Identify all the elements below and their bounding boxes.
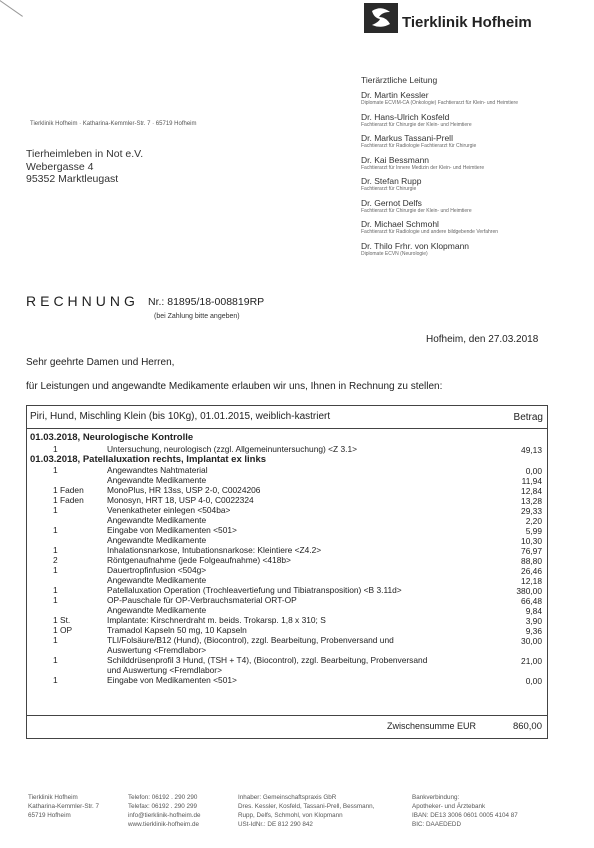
footer-line: Apotheker- und Ärztebank <box>412 803 486 810</box>
table-row <box>27 495 547 505</box>
staff-doctor <box>361 133 591 150</box>
clinic-name: Tierklinik Hofheim <box>402 14 532 31</box>
table-row <box>27 555 547 565</box>
row-description: Angewandte Medikamente <box>107 575 207 585</box>
staff-doctor <box>361 241 591 258</box>
footer-address <box>28 793 99 820</box>
staff-doctor <box>361 176 591 193</box>
footer-line: info@tierklinik-hofheim.de <box>128 812 201 819</box>
row-quantity: 1 <box>53 595 58 605</box>
doctor-name: Dr. Martin Kessler <box>361 90 429 100</box>
table-row <box>27 525 547 535</box>
row-quantity: 1 <box>53 655 58 665</box>
row-description: Dauertropfinfusion <504g> <box>107 565 207 575</box>
doctor-name: Dr. Thilo Frhr. von Klopmann <box>361 240 470 251</box>
intro-text: für Leistungen und angewandte Medikamente erlauben wir uns, Ihnen in Rechnung zu stellen: <box>26 381 443 392</box>
doctor-title: Diplomate ECVN (Neurologie) <box>361 250 428 257</box>
recipient-city: 95352 Marktleugast <box>26 173 119 185</box>
footer-line: Telefax: 06192 . 290 299 <box>128 803 197 810</box>
doctor-title: Fachtierarzt für Radiologie und andere bildgebende Verfahren <box>361 229 499 235</box>
row-description: Röntgenaufnahme (jede Folgeaufnahme) <418b> <box>107 555 291 565</box>
doctor-title: Fachtierarzt für Radiologie Fachtierarzt für Chirurgie <box>361 143 477 149</box>
row-amount: 12,84 <box>521 486 542 496</box>
subtotal-row <box>27 715 547 738</box>
footer-line: Telefon: 06192 . 290 290 <box>128 794 198 801</box>
doctor-name: Dr. Markus Tassani-Prell <box>361 133 453 143</box>
subtotal-label: Zwischensumme EUR <box>387 721 477 731</box>
row-description: Implantate: Kirschnerdraht m. beids. Trokarsp. 1,8 x 310; S <box>107 615 326 625</box>
footer-contact <box>128 793 201 829</box>
doctor-name: Dr. Michael Schmohl <box>361 219 439 229</box>
staff-list <box>361 75 591 262</box>
footer-line: IBAN: DE13 3006 0601 0005 4104 87 <box>412 812 518 819</box>
row-amount: 12,18 <box>521 576 542 586</box>
row-quantity: 1 Faden <box>53 485 84 495</box>
table-row <box>27 655 547 675</box>
staff-doctor <box>361 112 591 129</box>
row-quantity: 1 <box>53 565 58 575</box>
row-amount: 10,30 <box>521 536 542 546</box>
table-row <box>27 545 547 555</box>
row-quantity: 1 <box>53 585 58 595</box>
footer-line: Tierklinik Hofheim <box>28 794 78 801</box>
row-amount: 11,94 <box>521 476 542 486</box>
row-description: Tramadol Kapseln 50 mg, 10 Kapseln <box>107 625 247 635</box>
table-row <box>27 465 547 475</box>
row-description: TLI/Folsäure/B12 (Hund), (Biocontrol), zzgl. Bearbeitung, Probenversand und Auswertung <Fremdlabor> <box>107 635 394 655</box>
table-row <box>27 615 547 625</box>
table-header <box>27 406 547 429</box>
row-amount: 9,84 <box>525 606 542 616</box>
recipient-street: Webergasse 4 <box>26 160 94 173</box>
row-description: Angewandte Medikamente <box>107 475 207 485</box>
section-heading: 01.03.2018, Patellaluxation rechts, Implantat ex links <box>30 453 267 465</box>
row-amount: 2,20 <box>525 516 542 526</box>
table-row <box>27 485 547 495</box>
table-row <box>27 585 547 595</box>
table-row <box>27 515 547 525</box>
invoice-number-note: (bei Zahlung bitte angeben) <box>154 313 240 320</box>
doctor-title: Fachtierarzt für Chirurgie der Klein- und Heimtiere <box>361 207 472 214</box>
row-description: Monosyn, HRT 18, USP 4-0, C0022324 <box>107 495 254 505</box>
doctor-name: Dr. Gernot Delfs <box>361 197 422 208</box>
doctor-name: Dr. Stefan Rupp <box>361 176 422 186</box>
recipient-address <box>26 148 143 186</box>
row-quantity: 1 <box>53 675 58 685</box>
staff-doctor <box>361 219 591 236</box>
table-row <box>27 505 547 515</box>
sender-line: Tierklinik Hofheim · Katharina-Kemmler-Str. 7 · 65719 Hofheim <box>30 121 197 127</box>
table-row <box>27 635 547 655</box>
row-quantity: 1 <box>53 443 58 454</box>
row-quantity: 1 <box>53 525 58 535</box>
row-quantity: 1 Faden <box>53 495 84 505</box>
row-description: Angewandtes Nahtmaterial <box>107 465 208 475</box>
doctor-title: Diplomate ECVIM-CA (Onkologie) Fachtierarzt für Klein- und Heimtiere <box>361 100 518 106</box>
footer-bank <box>412 793 518 829</box>
footer-owner <box>238 793 374 829</box>
footer-line: Rupp, Delfs, Schmohl, von Klopmann <box>238 812 343 819</box>
row-quantity: 1 <box>53 465 58 475</box>
footer-line: Inhaber: Gemeinschaftspraxis GbR <box>238 794 337 801</box>
doctor-title: Fachtierarzt für Chirurgie <box>361 186 417 192</box>
row-amount: 30,00 <box>521 636 542 646</box>
row-description: Angewandte Medikamente <box>107 605 207 615</box>
staff-doctor <box>361 155 591 172</box>
row-amount: 380,00 <box>516 586 542 596</box>
footer-line: Bankverbindung: <box>412 794 460 801</box>
row-description: Untersuchung, neurologisch (zzgl. Allgemeinuntersuchung) <Z 3.1> <box>107 443 357 454</box>
staff-doctor <box>361 198 591 215</box>
table-row <box>27 595 547 605</box>
doctor-title: Fachtierarzt für Innere Medizin der Klein- und Heimtiere <box>361 164 485 171</box>
row-description: Angewandte Medikamente <box>107 535 207 545</box>
table-row <box>27 565 547 575</box>
row-amount: 88,80 <box>521 556 542 566</box>
table-body <box>27 432 547 685</box>
row-amount: 29,33 <box>521 506 542 516</box>
row-description: Patellaluxation Operation (Trochleavertiefung und Tibiatransposition) <B 3.11d> <box>107 585 402 595</box>
row-amount: 49,13 <box>521 444 542 455</box>
row-description: Inhalationsnarkose, Intubationsnarkose: Kleintiere <Z4.2> <box>107 545 322 555</box>
section-heading: 01.03.2018, Neurologische Kontrolle <box>30 432 194 443</box>
row-quantity: 1 <box>53 545 58 555</box>
row-description: Venenkatheter einlegen <504ba> <box>107 505 231 515</box>
footer-line: 65719 Hofheim <box>28 812 71 819</box>
table-row <box>27 675 547 685</box>
row-description: OP-Pauschale für OP-Verbrauchsmaterial ORT-OP <box>107 595 297 605</box>
row-amount: 13,28 <box>521 496 542 506</box>
invoice-date: Hofheim, den 27.03.2018 <box>426 334 539 345</box>
clinic-logo-icon <box>364 3 398 33</box>
row-description: Eingabe von Medikamenten <501> <box>107 525 237 535</box>
greeting: Sehr geehrte Damen und Herren, <box>26 357 175 368</box>
staff-heading: Tierärztliche Leitung <box>361 75 438 85</box>
row-amount: 9,36 <box>525 626 542 636</box>
invoice-table <box>26 405 548 739</box>
amount-column-header: Betrag <box>513 412 543 423</box>
doctor-name: Dr. Hans-Ulrich Kosfeld <box>361 111 450 122</box>
row-quantity: 1 <box>53 505 58 515</box>
recipient-name: Tierheimleben in Not e.V. <box>26 148 144 160</box>
row-description: MonoPlus, HR 13ss, USP 2-0, C0024206 <box>107 485 261 495</box>
row-amount: 21,00 <box>521 656 542 666</box>
footer-line: BIC: DAAEDEDD <box>412 821 461 828</box>
row-amount: 76,97 <box>521 546 542 556</box>
doctor-name: Dr. Kai Bessmann <box>361 154 430 165</box>
table-row <box>27 575 547 585</box>
row-amount: 5,99 <box>525 526 542 536</box>
footer-line: www.tierklinik-hofheim.de <box>128 821 200 828</box>
row-amount: 3,90 <box>525 616 542 626</box>
footer-line: Katharina-Kemmler-Str. 7 <box>28 803 100 810</box>
footer-line: Dres. Kessler, Kosfeld, Tassani-Prell, Bessmann, <box>238 803 375 810</box>
table-row <box>27 605 547 615</box>
row-quantity: 1 St. <box>53 615 71 625</box>
table-row <box>27 444 547 454</box>
footer-line: USt-IdNr.: DE 812 290 842 <box>238 821 313 828</box>
invoice-title: RECHNUNG <box>26 293 139 309</box>
row-description: Eingabe von Medikamenten <501> <box>107 675 237 685</box>
row-amount: 0,00 <box>525 466 542 476</box>
row-quantity: 2 <box>53 555 58 565</box>
staff-doctor <box>361 90 591 107</box>
row-quantity: 1 OP <box>53 625 73 635</box>
row-amount: 66,48 <box>521 596 542 606</box>
table-row <box>27 475 547 485</box>
table-row <box>27 625 547 635</box>
row-quantity: 1 <box>53 635 58 645</box>
doctor-title: Fachtierarzt für Chirurgie der Klein- und Heimtiere <box>361 121 472 128</box>
row-description: Angewandte Medikamente <box>107 515 207 525</box>
row-description: Schilddrüsenprofil 3 Hund, (TSH + T4), (Biocontrol), zzgl. Bearbeitung, Probenversand und Auswertung <Fremdlabor> <box>107 655 428 675</box>
invoice-number: Nr.: 81895/18-008819RP <box>148 296 265 308</box>
table-row <box>27 535 547 545</box>
fold-mark <box>0 0 23 17</box>
row-amount: 26,46 <box>521 566 542 576</box>
subtotal-value: 860,00 <box>512 721 542 732</box>
row-amount: 0,00 <box>525 676 542 686</box>
patient-info: Piri, Hund, Mischling Klein (bis 10Kg), 01.01.2015, weiblich-kastriert <box>30 411 331 422</box>
